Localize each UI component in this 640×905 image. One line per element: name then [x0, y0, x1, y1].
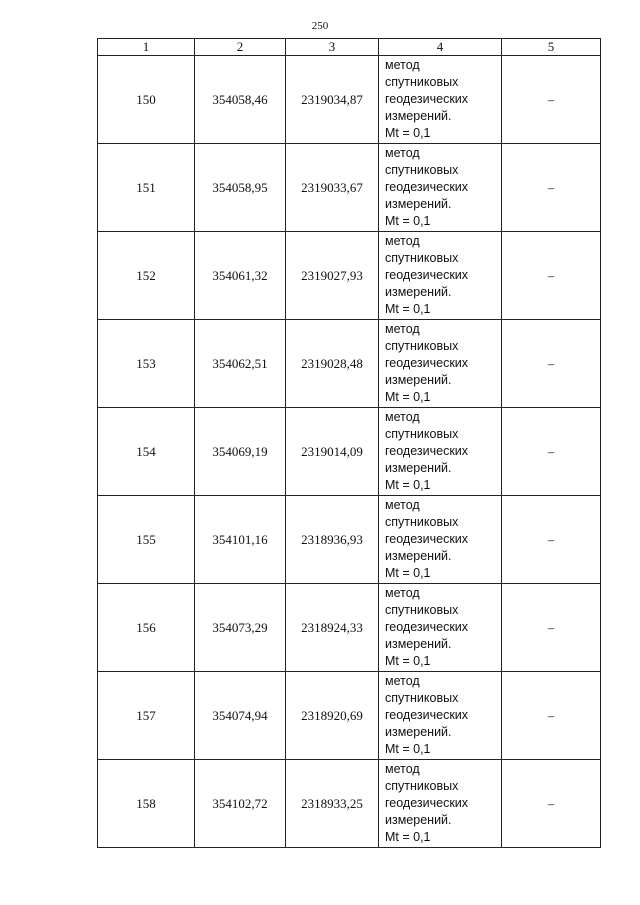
- method-line: спутниковых: [385, 691, 459, 705]
- note-cell: –: [502, 408, 601, 496]
- table-row: [98, 144, 601, 232]
- table-row: [98, 232, 601, 320]
- note-cell: –: [502, 584, 601, 672]
- x-coordinate-cell: 354069,19: [195, 408, 286, 496]
- x-coordinate-cell: 354061,32: [195, 232, 286, 320]
- method-line: измерений.: [385, 285, 452, 299]
- method-line: измерений.: [385, 373, 452, 387]
- x-coordinate-cell: 354058,46: [195, 56, 286, 144]
- point-number-cell: 155: [98, 496, 195, 584]
- method-line: спутниковых: [385, 515, 459, 529]
- point-number-cell: 153: [98, 320, 195, 408]
- method-line: геодезических: [385, 356, 469, 370]
- method-cell: [379, 320, 502, 408]
- table-row: [98, 496, 601, 584]
- column-header-1: 1: [98, 39, 195, 56]
- y-coordinate-cell: 2319028,48: [286, 320, 379, 408]
- method-line: геодезических: [385, 268, 469, 282]
- method-line: геодезических: [385, 620, 469, 634]
- y-coordinate-cell: 2319033,67: [286, 144, 379, 232]
- method-cell: [379, 56, 502, 144]
- method-line: геодезических: [385, 796, 469, 810]
- method-line: метод: [385, 322, 420, 336]
- point-number-cell: 152: [98, 232, 195, 320]
- method-line: спутниковых: [385, 339, 459, 353]
- method-cell: [379, 232, 502, 320]
- method-line: метод: [385, 762, 420, 776]
- method-line: метод: [385, 410, 420, 424]
- point-number-cell: 150: [98, 56, 195, 144]
- method-line: Mt = 0,1: [385, 742, 431, 756]
- method-line: геодезических: [385, 444, 469, 458]
- method-line: спутниковых: [385, 163, 459, 177]
- point-number-cell: 157: [98, 672, 195, 760]
- x-coordinate-cell: 354102,72: [195, 760, 286, 848]
- table-row: [98, 584, 601, 672]
- point-number-cell: 151: [98, 144, 195, 232]
- method-line: измерений.: [385, 725, 452, 739]
- method-line: измерений.: [385, 197, 452, 211]
- column-header-3: 3: [286, 39, 379, 56]
- y-coordinate-cell: 2319027,93: [286, 232, 379, 320]
- method-cell: [379, 408, 502, 496]
- method-line: Mt = 0,1: [385, 126, 431, 140]
- method-cell: [379, 144, 502, 232]
- table-row: [98, 760, 601, 848]
- method-line: Mt = 0,1: [385, 302, 431, 316]
- method-line: метод: [385, 234, 420, 248]
- method-line: Mt = 0,1: [385, 830, 431, 844]
- table-body: [98, 56, 601, 848]
- y-coordinate-cell: 2319034,87: [286, 56, 379, 144]
- column-header-4: 4: [379, 39, 502, 56]
- table-row: [98, 672, 601, 760]
- page-number: 250: [311, 20, 329, 32]
- method-line: метод: [385, 146, 420, 160]
- method-line: Mt = 0,1: [385, 390, 431, 404]
- table-row: [98, 56, 601, 144]
- method-line: измерений.: [385, 109, 452, 123]
- method-line: измерений.: [385, 637, 452, 651]
- method-line: геодезических: [385, 92, 469, 106]
- column-header-5: 5: [502, 39, 601, 56]
- method-cell: [379, 672, 502, 760]
- method-line: метод: [385, 58, 420, 72]
- coordinates-table: [97, 38, 601, 848]
- method-line: измерений.: [385, 461, 452, 475]
- table-row: [98, 408, 601, 496]
- y-coordinate-cell: 2318933,25: [286, 760, 379, 848]
- method-line: геодезических: [385, 708, 469, 722]
- table-row: [98, 320, 601, 408]
- method-line: измерений.: [385, 549, 452, 563]
- x-coordinate-cell: 354058,95: [195, 144, 286, 232]
- method-line: спутниковых: [385, 75, 459, 89]
- y-coordinate-cell: 2318936,93: [286, 496, 379, 584]
- method-cell: [379, 496, 502, 584]
- point-number-cell: 156: [98, 584, 195, 672]
- method-line: Mt = 0,1: [385, 478, 431, 492]
- method-line: спутниковых: [385, 251, 459, 265]
- note-cell: –: [502, 496, 601, 584]
- point-number-cell: 154: [98, 408, 195, 496]
- method-cell: [379, 760, 502, 848]
- method-line: геодезических: [385, 532, 469, 546]
- method-line: спутниковых: [385, 427, 459, 441]
- method-cell: [379, 584, 502, 672]
- method-line: метод: [385, 674, 420, 688]
- note-cell: –: [502, 320, 601, 408]
- method-line: метод: [385, 586, 420, 600]
- note-cell: –: [502, 232, 601, 320]
- header-row: [98, 39, 601, 56]
- x-coordinate-cell: 354062,51: [195, 320, 286, 408]
- note-cell: –: [502, 760, 601, 848]
- column-header-2: 2: [195, 39, 286, 56]
- method-line: спутниковых: [385, 603, 459, 617]
- method-line: геодезических: [385, 180, 469, 194]
- y-coordinate-cell: 2318924,33: [286, 584, 379, 672]
- method-line: Mt = 0,1: [385, 214, 431, 228]
- method-line: Mt = 0,1: [385, 566, 431, 580]
- method-line: измерений.: [385, 813, 452, 827]
- x-coordinate-cell: 354101,16: [195, 496, 286, 584]
- method-line: спутниковых: [385, 779, 459, 793]
- x-coordinate-cell: 354073,29: [195, 584, 286, 672]
- note-cell: –: [502, 144, 601, 232]
- point-number-cell: 158: [98, 760, 195, 848]
- y-coordinate-cell: 2318920,69: [286, 672, 379, 760]
- x-coordinate-cell: 354074,94: [195, 672, 286, 760]
- method-line: метод: [385, 498, 420, 512]
- y-coordinate-cell: 2319014,09: [286, 408, 379, 496]
- note-cell: –: [502, 56, 601, 144]
- method-line: Mt = 0,1: [385, 654, 431, 668]
- note-cell: –: [502, 672, 601, 760]
